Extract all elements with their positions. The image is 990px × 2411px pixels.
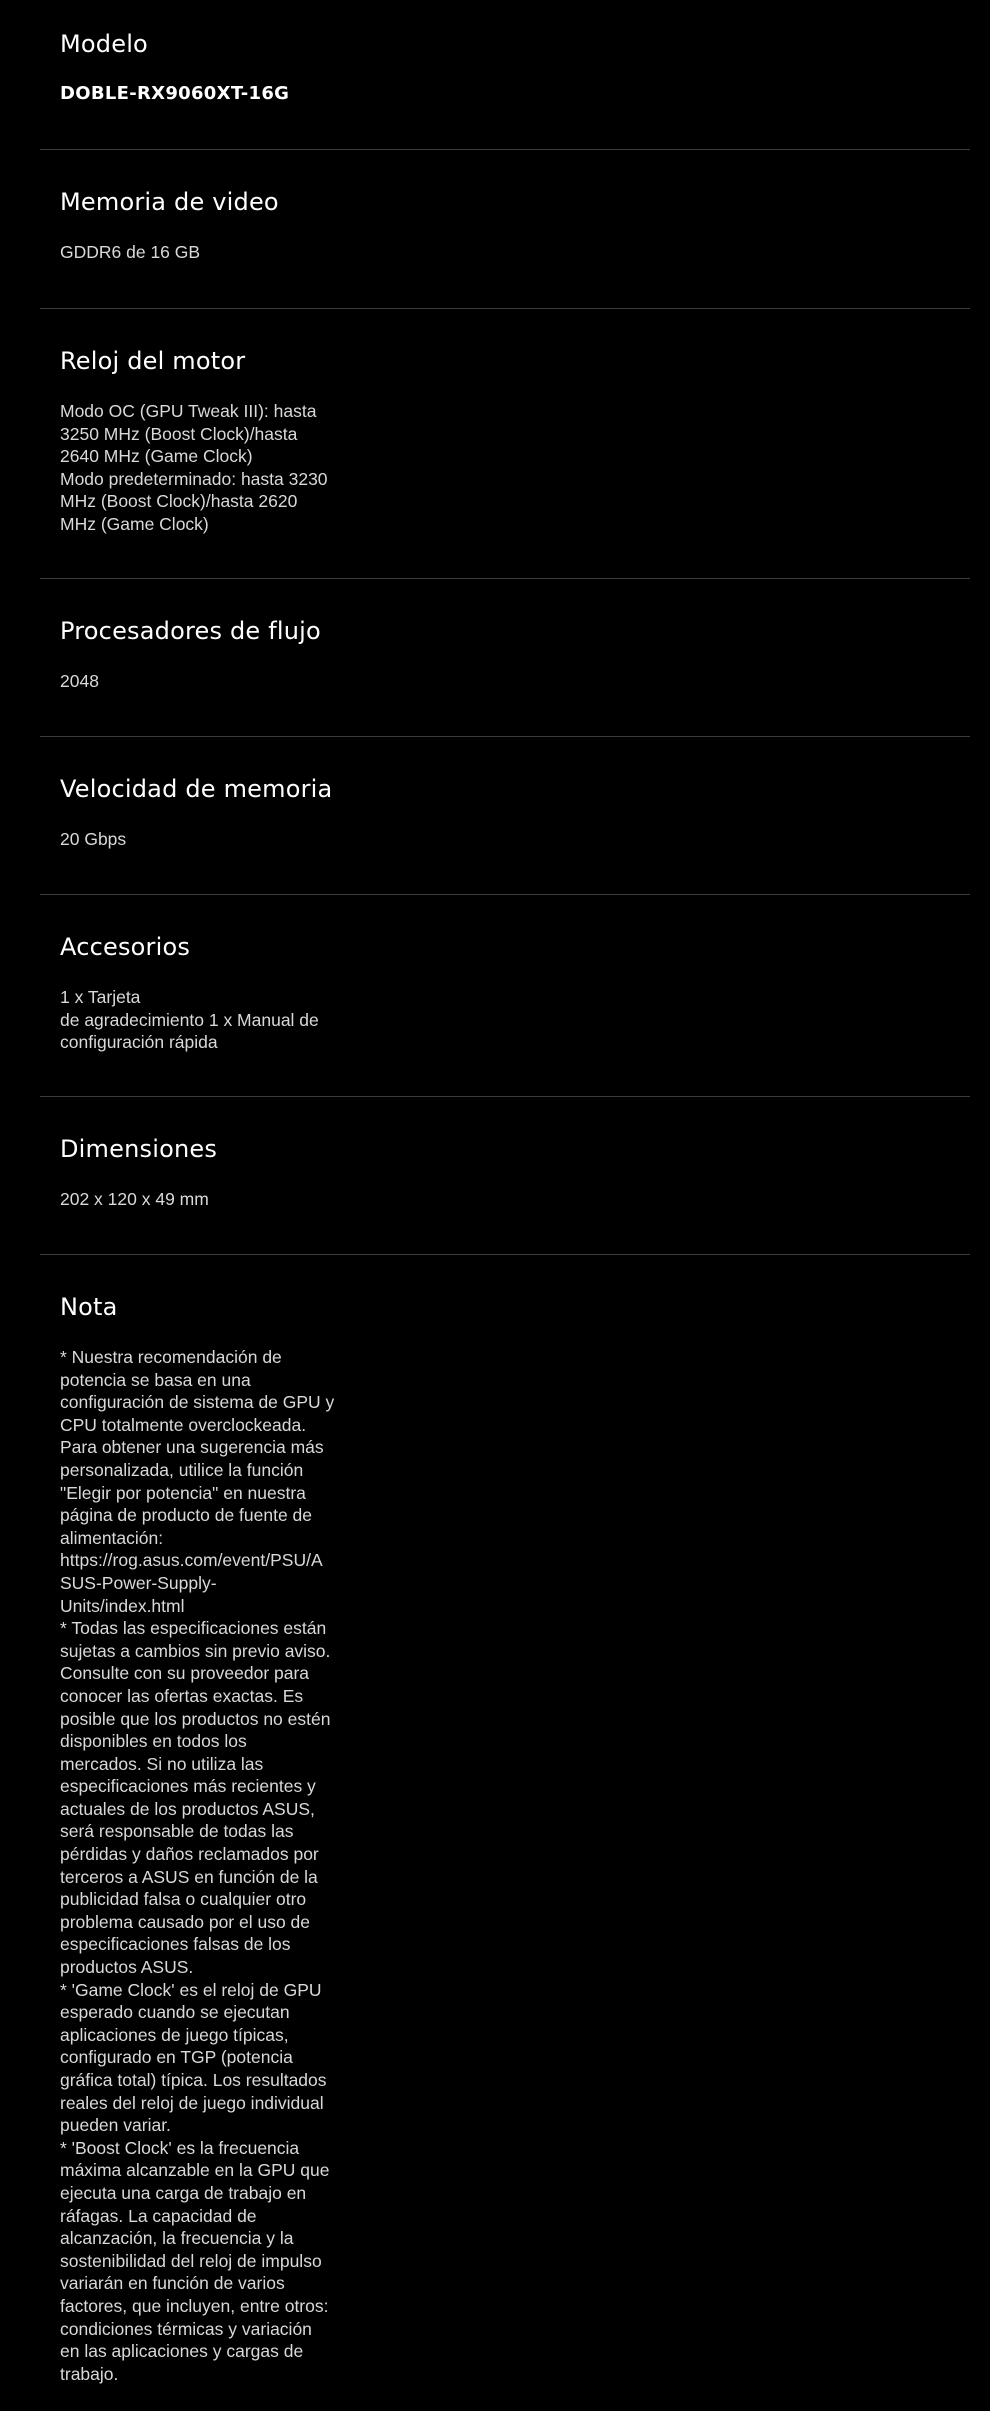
spec-label-accessories: Accesorios (60, 933, 191, 961)
spec-row-accessories (40, 895, 970, 1097)
spec-value-note: * Nuestra recomendación de potencia se basa en una configuración de sistema de GPU y CPU totalmente overclockeada. Para obtener una sugerencia más personalizada, utilice la función "Elegir por potencia" en nuestra página de producto de fuente de alimentación: https://rog.asus.com/event/PSU/A SUS-Power-Supply- Units/index.html * Todas las especificaciones están sujetas a cambios sin previo aviso. Consulte con su proveedor para conocer las ofertas exactas. Es posible que los productos no estén disponibles en todos los mercados. Si no utiliza las especificaciones más recientes y actuales de los productos ASUS, será responsable de todas las pérdidas y daños reclamados por terceros a ASUS en función de la publicidad falsa o cualquier otro problema causado por el uso de especificaciones falsas de los productos ASUS. * 'Game Clock' es el reloj de GPU esperado cuando se ejecutan aplicaciones de juego típicas, configurado en TGP (potencia gráfica total) típica. Los resultados reales del reloj de juego individual pueden variar. * 'Boost Clock' es la frecuencia máxima alcanzable en la GPU que ejecuta una carga de trabajo en ráfagas. La capacidad de alcanzación, la frecuencia y la sostenibilidad del reloj de impulso variarán en función de varios factores, que incluyen, entre otros: condiciones térmicas y variación en las aplicaciones y cargas de trabajo. (60, 1347, 335, 2384)
spec-row-note (40, 1255, 970, 2411)
spec-value-dimensions: 202 x 120 x 49 mm (60, 1189, 209, 1209)
spec-value-stream-processors: 2048 (60, 671, 99, 691)
spec-row-memory-speed (40, 737, 970, 895)
spec-label-memory-speed: Velocidad de memoria (60, 775, 333, 803)
spec-list (40, 0, 970, 2411)
spec-value-engine-clock: Modo OC (GPU Tweak III): hasta 3250 MHz (Boost Clock)/hasta 2640 MHz (Game Clock) Modo predeterminado: hasta 3230 MHz (Boost Clock)/hasta 2620 MHz (Game Clock) (60, 401, 328, 534)
spec-label-dimensions: Dimensiones (60, 1135, 218, 1163)
spec-label-engine-clock: Reloj del motor (60, 347, 246, 375)
spec-label-stream-processors: Procesadores de flujo (60, 617, 321, 645)
spec-value-accessories: 1 x Tarjeta de agradecimiento 1 x Manual de configuración rápida (60, 987, 319, 1053)
spec-value-memory-speed: 20 Gbps (60, 829, 127, 849)
spec-row-dimensions (40, 1097, 970, 1255)
spec-value-video-memory: GDDR6 de 16 GB (60, 242, 201, 262)
spec-label-note: Nota (60, 1293, 118, 1321)
spec-row-model (40, 0, 970, 150)
spec-label-video-memory: Memoria de video (60, 188, 279, 216)
spec-row-stream-processors (40, 579, 970, 737)
spec-row-video-memory (40, 150, 970, 309)
spec-label-model: Modelo (60, 30, 148, 58)
spec-row-engine-clock (40, 309, 970, 579)
spec-value-model: DOBLE-RX9060XT-16G (60, 83, 290, 104)
